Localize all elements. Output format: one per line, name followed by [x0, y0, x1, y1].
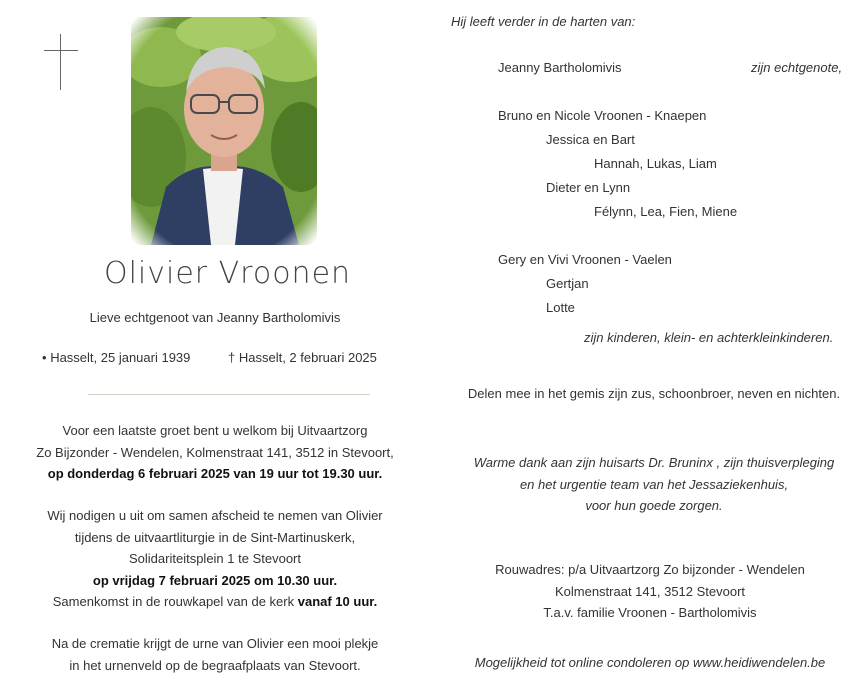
address-line3: T.a.v. familie Vroonen - Bartholomivis [543, 605, 757, 620]
ceremony-line1: Wij nodigen u uit om samen afscheid te nemen van Olivier [47, 508, 383, 523]
address-line2: Kolmenstraat 141, 3512 Stevoort [554, 583, 746, 599]
thanks-line1: Warme dank aan zijn huisarts Dr. Bruninx , zijn thuisverpleging [473, 455, 835, 470]
birth-text: Hasselt, 25 januari 1939 [50, 350, 191, 365]
cross-icon-bar [44, 50, 78, 51]
cremation-block [0, 633, 430, 676]
children-role: zijn kinderen, klein- en achterkleinkinderen. [584, 330, 834, 345]
death-date [228, 350, 377, 365]
family1-child2: Dieter en Lynn [546, 180, 631, 195]
cremation-line2: in het urnenveld op de begraafplaats van Stevoort. [69, 657, 361, 673]
thanks-block [444, 452, 864, 517]
welcome-line1: Voor een laatste groet bent u welkom bij Uitvaartzorg [62, 423, 368, 438]
ceremony-line5 [0, 591, 430, 613]
thanks-line3: voor hun goede zorgen. [585, 498, 723, 513]
divider [88, 394, 370, 395]
ceremony-line4: op vrijdag 7 februari 2025 om 10.30 uur. [92, 572, 338, 588]
family2-parents: Gery en Vivi Vroonen - Vaelen [498, 252, 672, 267]
ceremony-line5-bold: vanaf 10 uur. [297, 594, 378, 609]
welcome-block [0, 420, 430, 485]
spouse-role: zijn echtgenote, [751, 60, 843, 75]
ceremony-block [0, 505, 430, 613]
welcome-line2: Zo Bijzonder - Wendelen, Kolmenstraat 141, 3512 in Stevoort, [36, 444, 394, 460]
family1-grandkids1: Hannah, Lukas, Liam [594, 156, 717, 171]
family1-parents: Bruno en Nicole Vroonen - Knaepen [498, 108, 707, 123]
online-condolence-link[interactable]: Mogelijkheid tot online condoleren op www.heidiwendelen.be [474, 655, 826, 670]
spouse-name: Jeanny Bartholomivis [498, 60, 622, 75]
family2-child2: Lotte [546, 300, 575, 315]
birth-date [42, 350, 190, 365]
address-block [440, 559, 860, 624]
welcome-line3: op donderdag 6 februari 2025 van 19 uur tot 19.30 uur. [47, 466, 383, 481]
address-line1: Rouwadres: p/a Uitvaartzorg Zo bijzonder - Wendelen [495, 562, 805, 577]
family1-child1: Jessica en Bart [546, 132, 635, 147]
ceremony-line2: tijdens de uitvaartliturgie in de Sint-Martinuskerk, [74, 529, 356, 545]
deceased-name: Olivier Vroonen [103, 256, 352, 291]
birth-symbol: • [42, 350, 47, 365]
family2-child1: Gertjan [546, 276, 589, 291]
ceremony-line5-text: Samenkomst in de rouwkapel van de kerk [52, 594, 298, 609]
cross-icon [60, 34, 61, 90]
death-symbol: † [228, 350, 236, 365]
subtitle: Lieve echtgenoot van Jeanny Bartholomivis [89, 310, 341, 325]
others-text: Delen mee in het gemis zijn zus, schoonbroer, neven en nichten. [467, 386, 841, 401]
thanks-line2: en het urgentie team van het Jessaziekenhuis, [519, 476, 789, 492]
ceremony-line3: Solidariteitsplein 1 te Stevoort [129, 551, 301, 566]
family1-grandkids2: Félynn, Lea, Fien, Miene [594, 204, 738, 219]
intro-text: Hij leeft verder in de harten van: [451, 14, 636, 29]
cremation-line1: Na de crematie krijgt de urne van Olivier een mooi plekje [51, 636, 379, 651]
portrait-photo [131, 17, 317, 245]
death-text: Hasselt, 2 februari 2025 [238, 350, 377, 365]
